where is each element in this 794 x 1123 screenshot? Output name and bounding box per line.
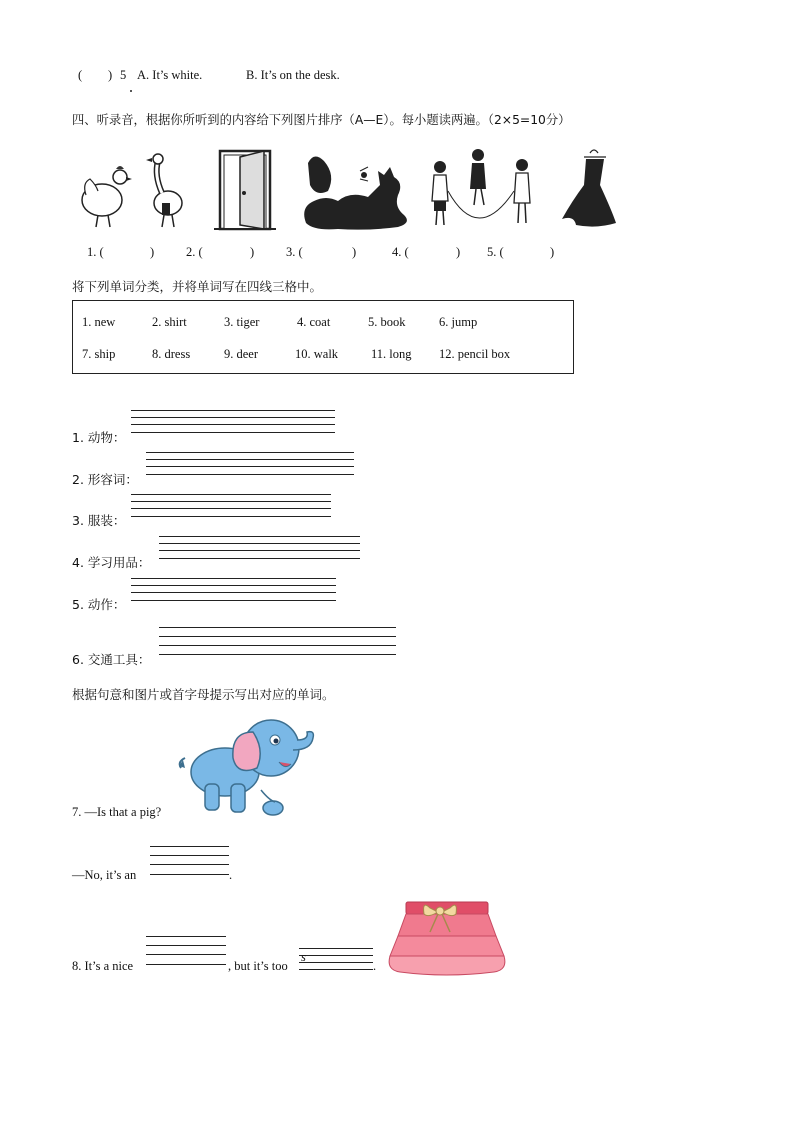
word-item: 4. coat bbox=[297, 315, 331, 329]
q7-question: 7. —Is that a pig? bbox=[72, 805, 162, 819]
fill-title: 根据句意和图片或首字母提示写出对应的单词。 bbox=[72, 687, 335, 702]
word-item: 2. shirt bbox=[152, 315, 187, 329]
word-item: 5. book bbox=[368, 315, 406, 329]
q5-option-b: B. It’s on the desk. bbox=[246, 68, 340, 82]
writing-lines[interactable] bbox=[159, 627, 396, 655]
q7-answer-prefix: —No, it’s an bbox=[72, 868, 137, 882]
answer-2: 2. ( bbox=[186, 245, 203, 259]
q8-prefix: 8. It’s a nice bbox=[72, 959, 134, 973]
writing-lines[interactable] bbox=[146, 452, 354, 476]
word-item: 3. tiger bbox=[224, 315, 260, 329]
category-animals: 1. 动物： bbox=[72, 430, 126, 445]
q5-number: 5 bbox=[120, 68, 127, 82]
dot-mark bbox=[130, 90, 132, 92]
writing-lines[interactable] bbox=[131, 494, 331, 518]
q8-hint-letter: s bbox=[301, 950, 306, 964]
answer-5-close: ) bbox=[550, 245, 555, 259]
q5-paren-close: ) bbox=[108, 68, 113, 82]
dress-icon bbox=[562, 150, 616, 227]
children-jumping-rope-icon bbox=[432, 149, 530, 225]
answer-1: 1. ( bbox=[87, 245, 104, 259]
q5-option-a: A. It’s white. bbox=[137, 68, 203, 82]
category-clothes: 3. 服装： bbox=[72, 513, 126, 528]
word-item: 9. deer bbox=[224, 347, 259, 361]
category-adjectives: 2. 形容词： bbox=[72, 472, 138, 487]
category-transport: 6. 交通工具： bbox=[72, 652, 151, 667]
answer-3: 3. ( bbox=[286, 245, 303, 259]
section4-title: 四、听录音，根据你所听到的内容给下列图片排序（A—E）。每小题读两遍。（2×5=10分） bbox=[72, 113, 571, 127]
classify-title: 将下列单词分类，并将单词写在四线三格中。 bbox=[72, 279, 323, 294]
writing-lines[interactable] bbox=[159, 536, 360, 560]
q5-paren-open: ( bbox=[78, 68, 83, 82]
pictures-row bbox=[78, 145, 618, 240]
hen-goose-icon bbox=[82, 154, 182, 227]
skirt-icon bbox=[384, 898, 510, 976]
q8-middle: , but it’s too bbox=[228, 959, 288, 973]
category-school-things: 4. 学习用品： bbox=[72, 555, 151, 570]
word-item: 10. walk bbox=[295, 347, 339, 361]
word-item: 6. jump bbox=[439, 315, 478, 329]
answer-1-close: ) bbox=[150, 245, 155, 259]
q8-blank-lines-1[interactable] bbox=[146, 936, 226, 966]
answer-4-close: ) bbox=[456, 245, 461, 259]
word-box bbox=[72, 300, 574, 374]
writing-lines[interactable] bbox=[131, 410, 335, 434]
answer-4: 4. ( bbox=[392, 245, 409, 259]
door-icon bbox=[214, 151, 276, 229]
word-item: 11. long bbox=[371, 347, 412, 361]
word-item: 12. pencil box bbox=[439, 347, 511, 361]
answer-2-close: ) bbox=[250, 245, 255, 259]
word-item: 8. dress bbox=[152, 347, 191, 361]
fox-icon bbox=[304, 156, 407, 229]
writing-lines[interactable] bbox=[131, 578, 336, 602]
answer-3-close: ) bbox=[352, 245, 357, 259]
answer-5: 5. ( bbox=[487, 245, 504, 259]
q7-period: . bbox=[229, 868, 233, 882]
word-item: 7. ship bbox=[82, 347, 116, 361]
category-actions: 5. 动作： bbox=[72, 597, 126, 612]
word-item: 1. new bbox=[82, 315, 116, 329]
q7-blank-lines[interactable] bbox=[150, 846, 229, 876]
elephant-icon bbox=[175, 710, 325, 820]
q8-blank-lines-2[interactable] bbox=[299, 948, 373, 970]
q8-period: . bbox=[373, 959, 377, 973]
